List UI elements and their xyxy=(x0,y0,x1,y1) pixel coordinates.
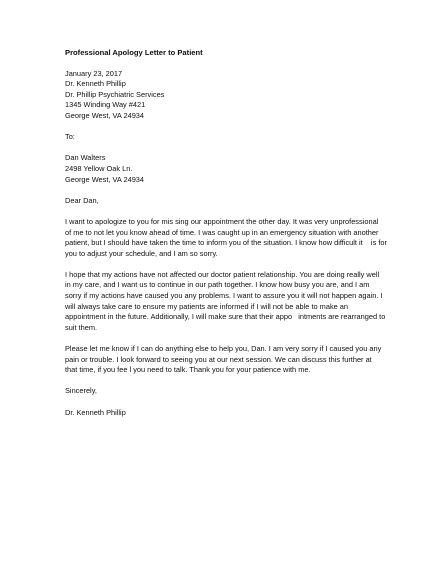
salutation: Dear Dan, xyxy=(65,195,99,205)
to-label: To: xyxy=(65,132,75,142)
recipient-address-block xyxy=(65,153,385,185)
paragraph-line: sorry if my actions have caused you any problems. I want to assure you it will not happen again. I xyxy=(65,291,383,301)
paragraph-closing-remarks xyxy=(65,344,385,376)
paragraph-line: I want to apologize to you for mis sing our appointment the other day. It was very unprofessional xyxy=(65,216,379,226)
sender-name: Dr. Kenneth Phillip xyxy=(65,79,126,89)
paragraph-line: will always take care to ensure my patients are informed if I will not be able to make an xyxy=(65,301,349,311)
paragraph-line: suit them. xyxy=(65,322,98,332)
paragraph-line: pain or trouble. I look forward to seeing you at our next session. We can discuss this further at xyxy=(65,354,372,364)
paragraph-line: you to adjust your schedule, and I am so sorry. xyxy=(65,248,218,258)
sender-city: George West, VA 24934 xyxy=(65,110,145,120)
paragraph-relationship xyxy=(65,270,385,334)
paragraph-line: of me to not let you know ahead of time. I was caught up in an emergency situation with another xyxy=(65,227,379,237)
recipient-street: 2498 Yellow Oak Ln. xyxy=(65,163,133,173)
paragraph-line: appointment in the future. Additionally, I will make sure that their appo intments are rearranged to xyxy=(65,312,386,322)
letter-body xyxy=(65,48,385,418)
paragraph-line: patient, but I should have taken the time to inform you of the situation. I know how difficult it is for xyxy=(65,238,387,248)
sender-organization: Dr. Phillip Psychiatric Services xyxy=(65,89,165,99)
sender-address-block xyxy=(65,69,385,122)
paragraph-line: Please let me know if I can do anything else to help you, Dan. I am very sorry if I caused you any xyxy=(65,344,382,354)
closing: Sincerely, xyxy=(65,386,97,396)
sender-street: 1345 Winding Way #421 xyxy=(65,100,146,110)
paragraph-line: I hope that my actions have not affected our doctor patient relationship. You are doing really well xyxy=(65,269,380,279)
paragraph-apology xyxy=(65,217,385,259)
paragraph-line: that time, if you fee l you need to talk. Thank you for your patience with me. xyxy=(65,365,311,375)
recipient-name: Dan Walters xyxy=(65,153,106,163)
letter-date: January 23, 2017 xyxy=(65,68,123,78)
letter-title: Professional Apology Letter to Patient xyxy=(65,48,203,57)
signature: Dr. Kenneth Phillip xyxy=(65,407,126,417)
recipient-city: George West, VA 24934 xyxy=(65,174,145,184)
paragraph-line: in my care, and I want us to continue in our path together. I know how busy you are, and I am xyxy=(65,280,370,290)
